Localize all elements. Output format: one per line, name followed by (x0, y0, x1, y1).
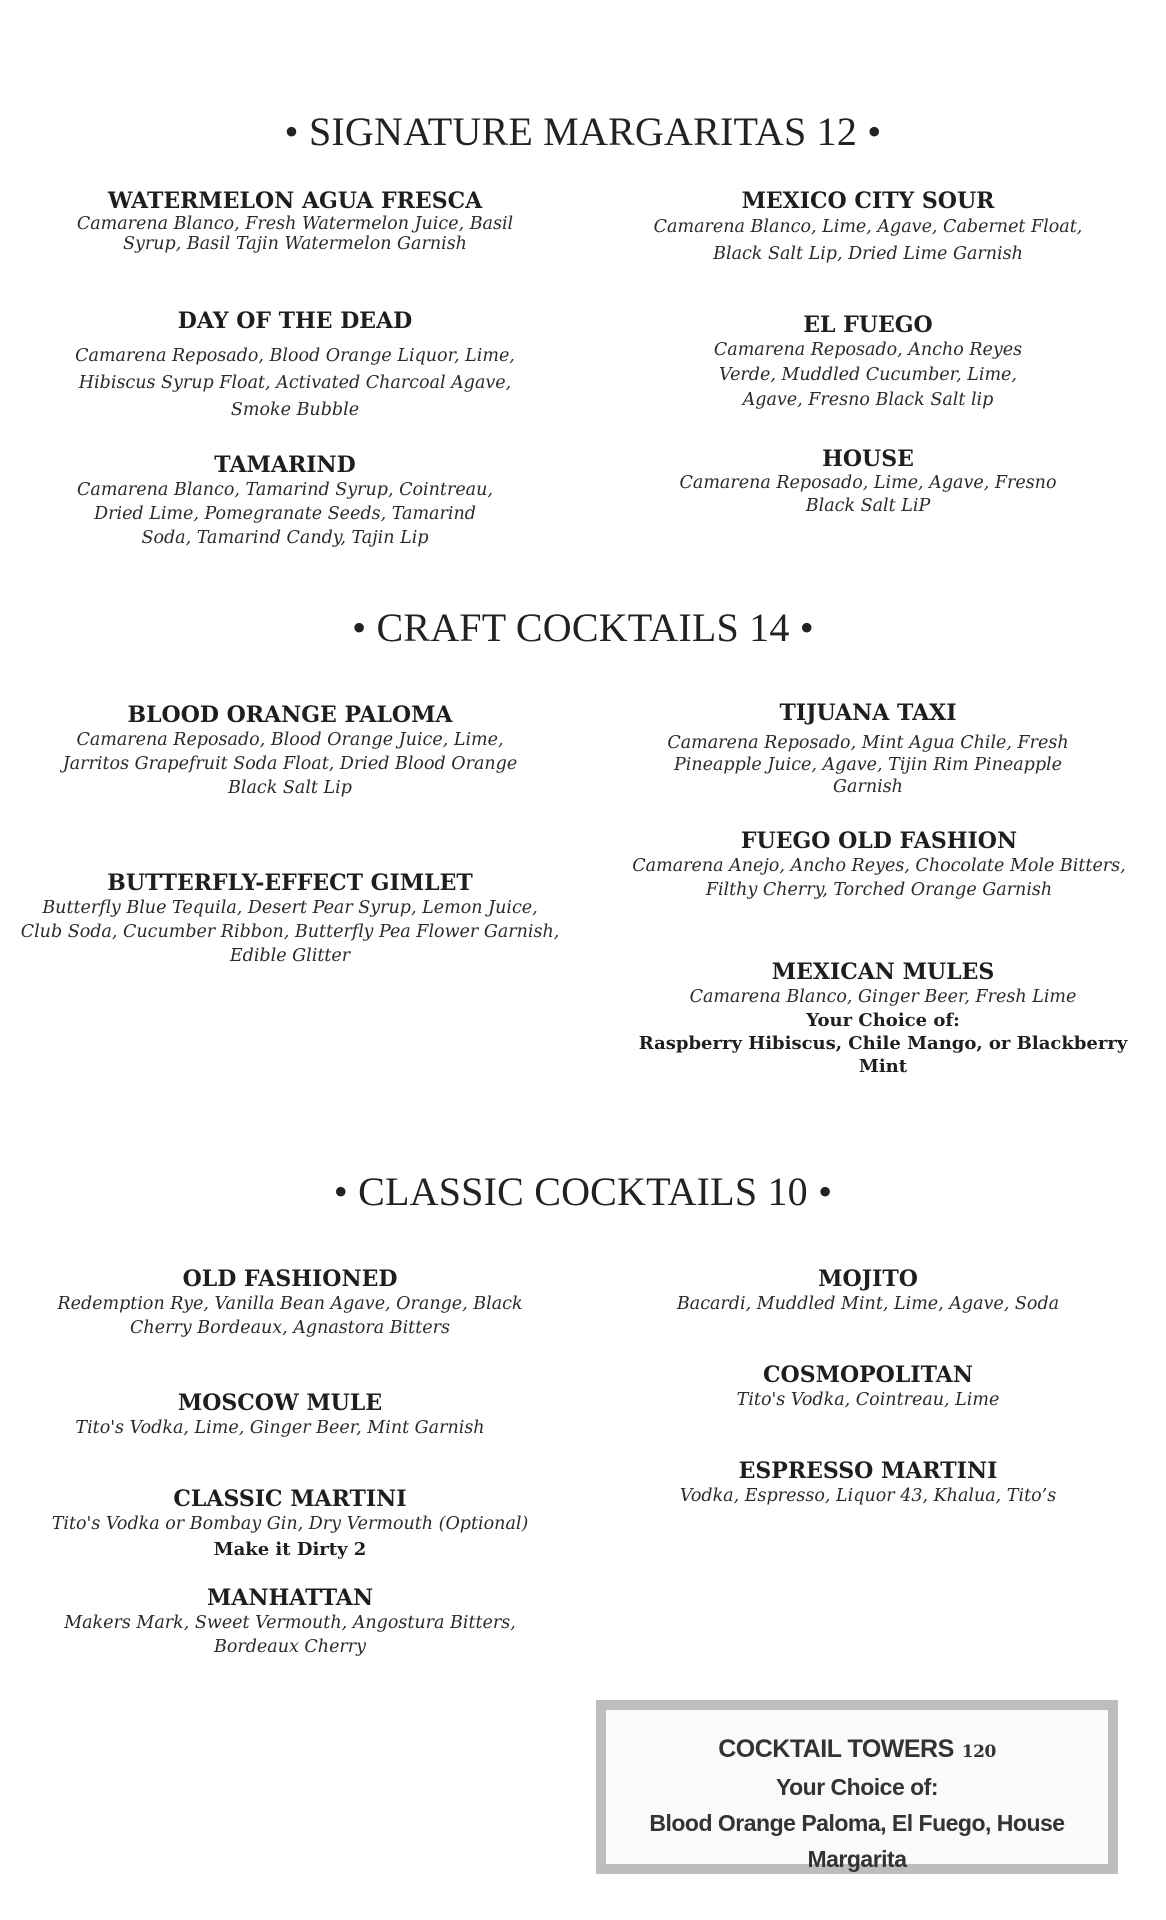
item-name: OLD FASHIONED (182, 1266, 398, 1292)
menu-item-tamarind (40, 452, 530, 550)
item-name: COSMOPOLITAN (763, 1362, 973, 1388)
item-description: Redemption Rye, Vanilla Bean Agave, Orange, Black Cherry Bordeaux, Agnastora Bitters (57, 1294, 523, 1338)
menu-item-butterfly-effect-gimlet (6, 870, 574, 968)
item-name: FUEGO OLD FASHION (740, 828, 1018, 854)
item-name: TAMARIND (214, 452, 356, 478)
item-description: Tito's Vodka or Bombay Gin, Dry Vermouth (Optional) (51, 1514, 529, 1534)
cocktail-towers-choice: Your Choice of: (775, 1774, 938, 1800)
item-name: WATERMELON AGUA FRESCA (107, 188, 483, 214)
cocktail-towers-price: 120 (961, 1742, 996, 1762)
menu-item-fuego-old-fashion (618, 828, 1140, 902)
cocktail-towers-panel (606, 1710, 1108, 1872)
item-name: BLOOD ORANGE PALOMA (127, 702, 453, 728)
menu-item-classic-martini (40, 1486, 540, 1564)
cocktail-towers-heading (606, 1732, 1108, 1769)
item-choice-note: Your Choice of: Raspberry Hibiscus, Chile Mango, or Blackberry Mint (638, 1010, 1128, 1077)
item-description: Vodka, Espresso, Liquor 43, Khalua, Tito’s (679, 1486, 1057, 1506)
item-name: MANHATTAN (206, 1585, 374, 1611)
item-description: Camarena Blanco, Lime, Agave, Cabernet Float, Black Salt Lip, Dried Lime Garnish (653, 217, 1083, 264)
menu-item-house (618, 446, 1118, 518)
item-dirty-upcharge: Make it Dirty 2 (213, 1539, 367, 1560)
item-description: Bacardi, Muddled Mint, Lime, Agave, Soda (676, 1294, 1060, 1314)
menu-item-el-fuego (618, 312, 1118, 413)
menu-item-blood-orange-paloma (40, 702, 540, 800)
item-description: Camarena Reposado, Lime, Agave, Fresno Black Salt LiP (679, 473, 1057, 516)
item-name: HOUSE (822, 446, 914, 472)
item-name: ESPRESSO MARTINI (738, 1458, 998, 1484)
item-description: Butterfly Blue Tequila, Desert Pear Syrup, Lemon Juice, Club Soda, Cucumber Ribbon, Butterfly Pea Flower Garnish, Edible Glitter (20, 898, 560, 966)
menu-item-manhattan (40, 1585, 540, 1659)
section-title-classic-cocktails: • CLASSIC COCKTAILS 10 • (333, 1169, 833, 1214)
menu-item-espresso-martini (618, 1458, 1118, 1508)
section-title-craft-cocktails: • CRAFT COCKTAILS 14 • (352, 605, 814, 650)
section-title-signature-margaritas: • SIGNATURE MARGARITAS 12 • (284, 109, 882, 154)
item-name: TIJUANA TAXI (779, 700, 957, 726)
item-description: Camarena Reposado, Blood Orange Liquor, Lime, Hibiscus Syrup Float, Activated Charcoal Agave, Smoke Bubble (75, 346, 515, 420)
item-name: MOJITO (818, 1266, 918, 1292)
menu-item-old-fashioned (40, 1266, 540, 1340)
menu-item-cosmopolitan (618, 1362, 1118, 1412)
item-description: Camarena Blanco, Fresh Watermelon Juice, Basil Syrup, Basil Tajin Watermelon Garnish (76, 214, 514, 254)
cocktail-towers-options: Blood Orange Paloma, El Fuego, House Margarita (649, 1810, 1065, 1872)
cocktail-towers-title: COCKTAIL TOWERS (718, 1735, 954, 1763)
item-name: CLASSIC MARTINI (173, 1486, 407, 1512)
item-name: MOSCOW MULE (177, 1390, 383, 1416)
item-description: Camarena Anejo, Ancho Reyes, Chocolate Mole Bitters, Filthy Cherry, Torched Orange Garnish (632, 856, 1126, 900)
menu-item-day-of-the-dead (40, 308, 550, 424)
menu-item-tijuana-taxi (618, 700, 1118, 798)
menu-item-moscow-mule (40, 1390, 520, 1440)
item-name: DAY OF THE DEAD (177, 308, 413, 334)
item-description: Camarena Reposado, Blood Orange Juice, Lime, Jarritos Grapefruit Soda Float, Dried Blood Orange Black Salt Lip (62, 730, 518, 798)
item-name: MEXICAN MULES (771, 959, 995, 985)
item-description: Camarena Reposado, Ancho Reyes Verde, Muddled Cucumber, Lime, Agave, Fresno Black Salt lip (713, 340, 1023, 410)
item-name: BUTTERFLY-EFFECT GIMLET (107, 870, 473, 896)
menu-item-mexico-city-sour (618, 188, 1118, 268)
item-description: Makers Mark, Sweet Vermouth, Angostura Bitters, Bordeaux Cherry (64, 1613, 516, 1657)
menu-item-mexican-mules (618, 959, 1148, 1078)
item-description: Camarena Reposado, Mint Agua Chile, Fresh Pineapple Juice, Agave, Tijin Rim Pineapple Garnish (667, 733, 1069, 797)
item-description: Camarena Blanco, Ginger Beer, Fresh Lime (689, 987, 1077, 1007)
menu-item-watermelon-agua-fresca (40, 188, 550, 254)
item-description: Tito's Vodka, Lime, Ginger Beer, Mint Garnish (75, 1418, 485, 1438)
item-description: Tito's Vodka, Cointreau, Lime (736, 1390, 1000, 1410)
item-name: MEXICO CITY SOUR (741, 188, 995, 214)
menu-item-mojito (618, 1266, 1118, 1316)
item-description: Camarena Blanco, Tamarind Syrup, Cointreau, Dried Lime, Pomegranate Seeds, Tamarind Soda, Tamarind Candy, Tajin Lip (77, 480, 493, 548)
item-name: EL FUEGO (803, 312, 933, 338)
cocktail-towers-box (596, 1700, 1118, 1874)
